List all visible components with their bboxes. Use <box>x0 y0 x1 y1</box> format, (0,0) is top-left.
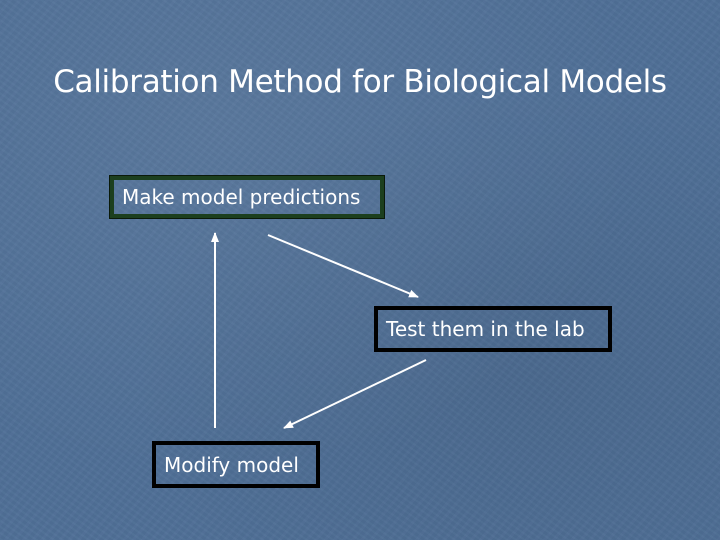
node-label-test: Test them in the lab <box>386 317 585 341</box>
node-modify-model <box>152 441 320 488</box>
arrow-test-to-modify <box>284 360 426 428</box>
node-label-modify: Modify model <box>164 452 299 477</box>
node-label-predictions: Make model predictions <box>122 185 361 209</box>
slide-title: Calibration Method for Biological Models <box>53 64 667 100</box>
node-test-them-in-the-lab <box>374 306 612 352</box>
arrow-predictions-to-test <box>268 235 418 297</box>
node-make-model-predictions <box>110 176 384 218</box>
